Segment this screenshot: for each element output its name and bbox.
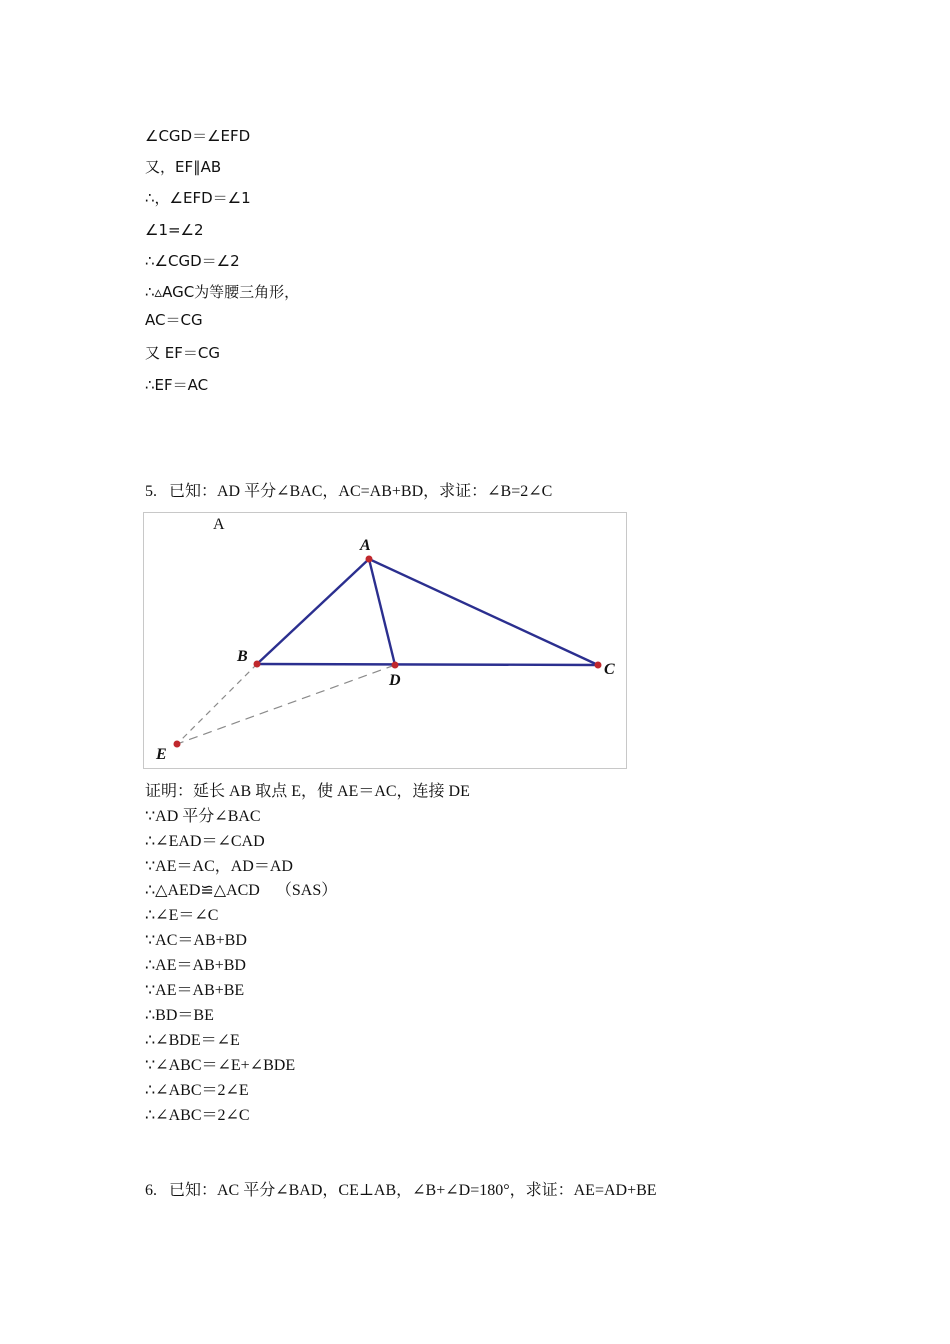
proof-line: ∵AD 平分∠BAC [145, 808, 261, 825]
proof-line: ∴△AED≌△ACD （SAS） [145, 882, 338, 899]
proof-line: ∴∠ABC＝2∠E [145, 1082, 249, 1099]
triangle-diagram [144, 513, 628, 770]
label-C: C [604, 661, 615, 678]
problem-5-statement: 5. 已知：AD 平分∠BAC，AC=AB+BD，求证：∠B=2∠C [145, 483, 553, 500]
proof-line: 证明：延长 AB 取点 E，使 AE＝AC，连接 DE [145, 783, 470, 800]
segment-BC [257, 664, 598, 665]
proof-line: ∴BD＝BE [145, 1007, 214, 1024]
proof-line: ∠1=∠2 [145, 221, 204, 239]
segment-DE [177, 665, 395, 744]
proof-line: ∵AE＝AC，AD＝AD [145, 858, 293, 875]
point-A [366, 556, 373, 563]
label-B: B [237, 648, 248, 665]
proof-line: AC＝CG [145, 311, 203, 329]
proof-line: ∴▵AGC为等腰三角形， [145, 283, 300, 301]
proof-line: ∠CGD＝∠EFD [145, 127, 251, 145]
proof-line: ∵∠ABC＝∠E+∠BDE [145, 1057, 296, 1074]
proof-line: ∴AE＝AB+BD [145, 957, 246, 974]
segment-BE [177, 664, 257, 744]
point-B [254, 661, 261, 668]
proof-line: ∴∠CGD＝∠2 [145, 252, 240, 270]
problem-6-statement: 6. 已知：AC 平分∠BAD，CE⊥AB，∠B+∠D=180°，求证：AE=AD+BE [145, 1182, 657, 1199]
proof-line: ∴∠BDE＝∠E [145, 1032, 240, 1049]
proof-line: ∵AC＝AB+BD [145, 932, 247, 949]
segment-AD [369, 559, 395, 665]
proof-line: ∴EF＝AC [145, 376, 209, 394]
segment-AB [257, 559, 369, 664]
point-D [392, 662, 399, 669]
figure-corner-label: A [213, 516, 225, 533]
segment-AC [369, 559, 598, 665]
proof-line: ∴∠EAD＝∠CAD [145, 833, 265, 850]
proof-line: ∴∠ABC＝2∠C [145, 1107, 250, 1124]
proof-line: ∴，∠EFD＝∠1 [145, 189, 251, 207]
label-E: E [156, 746, 167, 763]
proof-line: ∵AE＝AB+BE [145, 982, 245, 999]
proof-line: 又，EF∥AB [145, 158, 222, 176]
label-A: A [360, 537, 371, 554]
proof-line: ∴∠E＝∠C [145, 907, 219, 924]
point-E [174, 741, 181, 748]
geometry-figure [143, 512, 627, 769]
label-D: D [389, 672, 401, 689]
point-C [595, 662, 602, 669]
proof-line: 又 EF＝CG [145, 344, 220, 362]
